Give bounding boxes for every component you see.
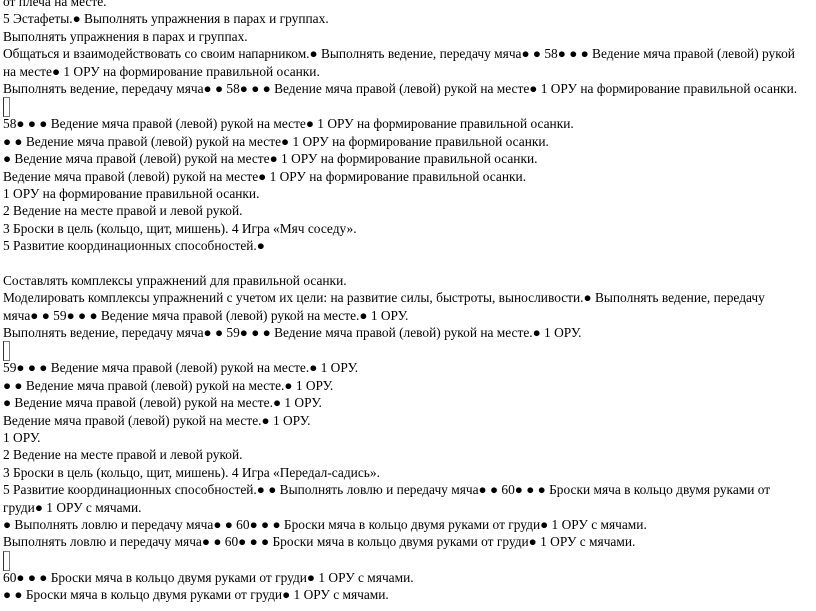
text-line: 60● ● ● Броски мяча в кольцо двумя руками от груди● 1 ОРУ с мячами. bbox=[3, 569, 414, 585]
text-line: Ведение мяча правой (левой) рукой на месте● 1 ОРУ на формирование правильной осанки. bbox=[3, 168, 527, 184]
text-line: мяча● ● 59● ● ● Ведение мяча правой (левой) рукой на месте.● 1 ОРУ. bbox=[3, 307, 409, 323]
text-line: 1 ОРУ на формирование правильной осанки. bbox=[3, 185, 260, 201]
text-line: ● ● Броски мяча в кольцо двумя руками от груди● 1 ОРУ с мячами. bbox=[3, 587, 389, 603]
text-line: ● Ведение мяча правой (левой) рукой на месте.● 1 ОРУ. bbox=[3, 395, 322, 411]
text-line: 3 Броски в цель (кольцо, щит, мишень). 4 Игра «Мяч соседу». bbox=[3, 220, 357, 236]
text-line: 1 ОРУ. bbox=[3, 429, 41, 445]
text-line: ● ● Ведение мяча правой (левой) рукой на месте● 1 ОРУ на формирование правильной осанки. bbox=[3, 133, 549, 149]
text-cursor-box bbox=[3, 551, 10, 571]
text-line: Выполнять ведение, передачу мяча● ● 59● ● ● Ведение мяча правой (левой) рукой на месте.● 1 ОРУ. bbox=[3, 325, 582, 341]
text-line: Выполнять ловлю и передачу мяча● ● 60● ● ● Броски мяча в кольцо двумя руками от груди● 1 ОРУ с мячами. bbox=[3, 534, 636, 550]
text-cursor-box bbox=[3, 97, 10, 117]
text-line: 59● ● ● Ведение мяча правой (левой) рукой на месте.● 1 ОРУ. bbox=[3, 360, 359, 376]
text-line: 5 Развитие координационных способностей.● bbox=[3, 238, 265, 254]
text-line: ● ● Ведение мяча правой (левой) рукой на месте.● 1 ОРУ. bbox=[3, 377, 334, 393]
text-line: 5 Развитие координационных способностей.● ● Выполнять ловлю и передачу мяча● ● 60● ● ● Броски мяча в кольцо двумя руками от bbox=[3, 482, 771, 498]
text-line: Общаться и взаимодействовать со своим напарником.● Выполнять ведение, передачу мяча● ● 58● ● ● Ведение мяча правой (левой) рукой bbox=[3, 46, 795, 62]
text-line: 3 Броски в цель (кольцо, щит, мишень). 4 Игра «Передал-садись». bbox=[3, 464, 380, 480]
blank-line bbox=[3, 254, 816, 271]
text-line: от плеча на месте. bbox=[3, 0, 107, 9]
text-line: Моделировать комплексы упражнений с учетом их цели: на развитие силы, быстроты, выносливости.● Выполнять ведение, передачу bbox=[3, 290, 765, 306]
text-line: Ведение мяча правой (левой) рукой на месте.● 1 ОРУ. bbox=[3, 412, 311, 428]
text-line: ● Выполнять ловлю и передачу мяча● ● 60● ● ● Броски мяча в кольцо двумя руками от груди● 1 ОРУ с мячами. bbox=[3, 516, 647, 532]
text-line: 2 Ведение на месте правой и левой рукой. bbox=[3, 203, 243, 219]
text-line: 58● ● ● Ведение мяча правой (левой) рукой на месте● 1 ОРУ на формирование правильной осанки. bbox=[3, 116, 574, 132]
text-line: на месте● 1 ОРУ на формирование правильной осанки. bbox=[3, 63, 320, 79]
text-line: Выполнять упражнения в парах и группах. bbox=[3, 28, 248, 44]
text-line: Выполнять ведение, передачу мяча● ● 58● ● ● Ведение мяча правой (левой) рукой на месте● 1 ОРУ на формирование правильной осанки. bbox=[3, 80, 798, 96]
text-line: 5 Эстафеты.● Выполнять упражнения в парах и группах. bbox=[3, 11, 329, 27]
text-line: 2 Ведение на месте правой и левой рукой. bbox=[3, 447, 243, 463]
text-line: груди● 1 ОРУ с мячами. bbox=[3, 499, 142, 515]
text-line: ● Ведение мяча правой (левой) рукой на месте● 1 ОРУ на формирование правильной осанки. bbox=[3, 151, 538, 167]
text-cursor-box bbox=[3, 341, 10, 361]
text-line: Составлять комплексы упражнений для правильной осанки. bbox=[3, 272, 347, 288]
